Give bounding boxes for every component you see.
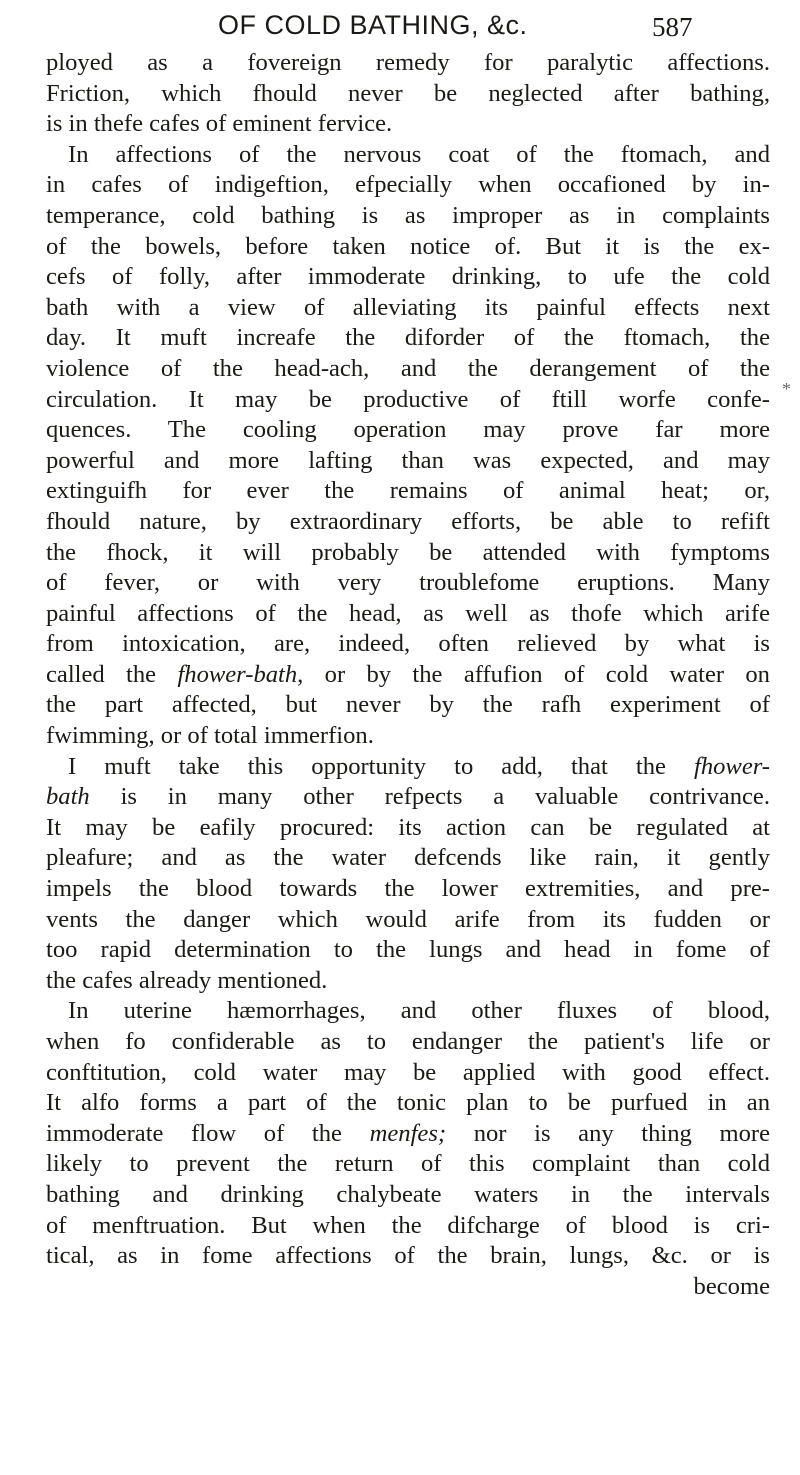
body-text xyxy=(46,48,770,1302)
text-line: It may be eafily procured: its action can be regulated at xyxy=(46,813,770,841)
text-line: fwimming, or of total immerfion. xyxy=(46,722,374,750)
text-line: the part affected, but never by the rafh experiment of xyxy=(46,691,770,719)
text-line: extinguifh for ever the remains of animal heat; or, xyxy=(46,477,770,505)
text-run: is in many other refpects a valuable contrivance. xyxy=(89,783,770,811)
text-line: day. It muft increafe the diforder of the ftomach, the xyxy=(46,324,770,352)
italic-term: fhower- xyxy=(693,752,770,780)
text-run: or by the affufion of cold water on xyxy=(303,660,770,688)
text-line xyxy=(46,660,770,691)
text-line: too rapid determination to the lungs and head in fome of xyxy=(46,936,770,964)
text-line: quences. The cooling operation may prove far more xyxy=(46,416,770,444)
text-line: of the bowels, before taken notice of. But it is the ex- xyxy=(46,232,770,260)
text-line: of menftruation. But when the difcharge of blood is cri- xyxy=(46,1211,770,1239)
page-number: 587 xyxy=(652,12,693,42)
running-head: OF COLD BATHING, &c. xyxy=(218,10,528,40)
text-line: the fhock, it will probably be attended with fymptoms xyxy=(46,538,770,566)
text-line: in cafes of indigeftion, efpecially when occafioned by in- xyxy=(46,171,770,199)
text-line: from intoxication, are, indeed, often relieved by what is xyxy=(46,630,770,658)
text-line: temperance, cold bathing is as improper as in complaints xyxy=(46,201,770,229)
text-line: violence of the head-ach, and the derangement of the xyxy=(46,354,770,382)
text-line: likely to prevent the return of this complaint than cold xyxy=(46,1150,770,1178)
text-line: is in thefe cafes of eminent fervice. xyxy=(46,110,393,138)
text-line xyxy=(46,1119,770,1150)
text-run: I muft take this opportunity to add, that the xyxy=(68,752,694,780)
margin-mark: * xyxy=(782,379,791,399)
text-line: It alfo forms a part of the tonic plan to be purfued in an xyxy=(46,1089,770,1117)
text-line: conftitution, cold water may be applied with good effect. xyxy=(46,1058,770,1086)
text-line: when fo confiderable as to endanger the patient's life or xyxy=(46,1028,770,1055)
italic-term: fhower-bath, xyxy=(177,660,304,688)
text-run: nor is any thing more xyxy=(446,1119,771,1147)
text-line: of fever, or with very troublefome eruptions. Many xyxy=(46,569,770,597)
text-line: the cafes already mentioned. xyxy=(46,966,328,994)
text-line: In affections of the nervous coat of the ftomach, and xyxy=(68,140,770,168)
text-line xyxy=(46,752,770,783)
italic-term: bath xyxy=(46,783,90,811)
text-line: Friction, which fhould never be neglected after bathing, xyxy=(46,79,770,107)
italic-term: menfes; xyxy=(369,1119,447,1147)
text-run: immoderate flow of the xyxy=(46,1119,370,1147)
text-line: bathing and drinking chalybeate waters in the intervals xyxy=(46,1180,770,1208)
text-line: impels the blood towards the lower extremities, and pre- xyxy=(46,875,770,903)
text-line: pleafure; and as the water defcends like rain, it gently xyxy=(46,844,770,872)
text-line: fhould nature, by extraordinary efforts, be able to refift xyxy=(46,507,770,535)
text-line: powerful and more lafting than was expected, and may xyxy=(46,446,770,474)
text-line: ployed as a fovereign remedy for paralytic affections. xyxy=(46,49,770,76)
text-line xyxy=(46,782,770,813)
catchword: become xyxy=(693,1272,770,1300)
text-line: bath with a view of alleviating its painful effects next xyxy=(46,293,770,321)
text-line: In uterine hæmorrhages, and other fluxes of blood, xyxy=(68,997,770,1025)
text-line: circulation. It may be productive of ftill worfe confe- xyxy=(46,385,770,413)
text-line: tical, as in fome affections of the brain, lungs, &c. or is xyxy=(46,1242,770,1270)
text-run: called the xyxy=(46,660,178,688)
text-line: painful affections of the head, as well as thofe which arife xyxy=(46,599,770,627)
text-line: cefs of folly, after immoderate drinking, to ufe the cold xyxy=(46,263,770,291)
text-line: vents the danger which would arife from its fudden or xyxy=(46,905,770,933)
